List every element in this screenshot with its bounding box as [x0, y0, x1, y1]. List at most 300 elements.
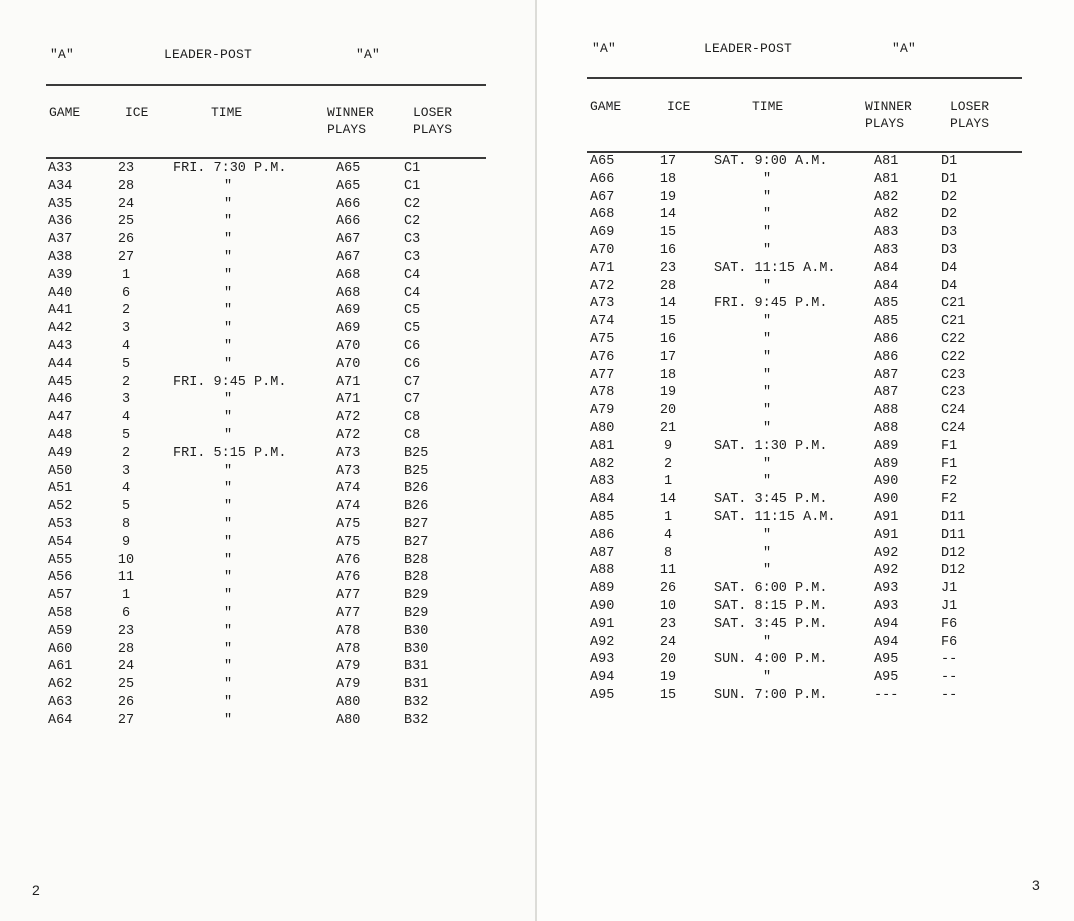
cell-ice: 2 — [121, 303, 131, 319]
table-row — [0, 338, 535, 356]
cell-ice: 14 — [659, 492, 677, 508]
cell-ice: 1 — [663, 474, 673, 490]
table-row — [537, 171, 1074, 189]
cell-game: A95 — [590, 688, 615, 703]
cell-time: " — [762, 527, 772, 543]
cell-winner: A66 — [336, 196, 361, 212]
col-time-header: TIME — [752, 99, 784, 114]
cell-ice: 1 — [121, 267, 131, 283]
header-title: LEADER-POST — [164, 47, 253, 62]
cell-game: A89 — [590, 581, 615, 597]
cell-game: A94 — [590, 670, 615, 686]
table-row — [537, 527, 1074, 545]
cell-winner: A66 — [336, 214, 361, 230]
cell-loser: F6 — [941, 616, 958, 632]
cell-ice: 28 — [117, 641, 135, 657]
cell-winner: A80 — [336, 695, 361, 710]
cell-time: " — [223, 659, 233, 675]
col-time-header: TIME — [211, 105, 243, 120]
cell-ice: 4 — [663, 527, 673, 543]
cell-game: A51 — [48, 481, 73, 497]
cell-time: " — [223, 606, 233, 621]
cell-loser: D2 — [941, 189, 958, 205]
cell-ice: 21 — [659, 421, 677, 436]
cell-game: A47 — [48, 410, 73, 426]
cell-winner: A69 — [336, 321, 361, 337]
cell-game: A48 — [48, 428, 73, 443]
cell-loser: C1 — [404, 178, 421, 194]
cell-game: A45 — [48, 374, 73, 390]
cell-loser: C7 — [404, 374, 421, 390]
cell-winner: A65 — [336, 178, 361, 194]
cell-game: A87 — [590, 545, 615, 561]
cell-time: " — [223, 356, 233, 372]
cell-loser: C2 — [404, 214, 421, 230]
cell-game: A90 — [590, 599, 615, 614]
table-row — [0, 213, 535, 231]
cell-time: " — [223, 534, 233, 550]
cell-ice: 11 — [659, 563, 677, 579]
header-right-tag: "A" — [356, 47, 381, 62]
cell-winner: A95 — [874, 652, 899, 668]
cell-winner: A70 — [336, 356, 361, 372]
col-ice-header: ICE — [667, 99, 691, 114]
cell-game: A85 — [590, 510, 615, 525]
table-row — [0, 445, 535, 463]
table-row — [537, 580, 1074, 598]
cell-loser: B27 — [404, 534, 429, 550]
cell-winner: A65 — [336, 161, 361, 176]
cell-loser: C23 — [941, 385, 966, 401]
cell-loser: C24 — [941, 403, 966, 419]
table-row — [0, 623, 535, 641]
cell-loser: C4 — [404, 267, 421, 283]
cell-ice: 24 — [659, 634, 677, 650]
cell-ice: 19 — [659, 385, 677, 401]
table-row — [0, 409, 535, 427]
table-row — [537, 313, 1074, 331]
cell-winner: A89 — [874, 438, 899, 454]
cell-ice: 17 — [659, 154, 677, 169]
column-rule — [46, 157, 486, 159]
table-row — [0, 516, 535, 534]
cell-ice: 27 — [117, 250, 135, 265]
cell-game: A66 — [590, 171, 615, 187]
cell-game: A86 — [590, 527, 615, 543]
cell-time: " — [223, 695, 233, 710]
cell-time: " — [223, 267, 233, 283]
cell-time: FRI. 7:30 P.M. — [173, 161, 287, 176]
cell-time: " — [223, 196, 233, 212]
cell-ice: 5 — [121, 356, 131, 372]
cell-game: A92 — [590, 634, 615, 650]
cell-game: A44 — [48, 356, 73, 372]
cell-winner: A67 — [336, 232, 361, 248]
cell-game: A83 — [590, 474, 615, 490]
cell-loser: C8 — [404, 410, 421, 426]
cell-loser: B30 — [404, 641, 429, 657]
table-row — [537, 331, 1074, 349]
cell-winner: A86 — [874, 349, 899, 365]
cell-game: A73 — [590, 296, 615, 312]
cell-loser: B26 — [404, 499, 429, 515]
table-row — [0, 480, 535, 498]
cell-time: " — [762, 349, 772, 365]
cell-game: A74 — [590, 314, 615, 330]
cell-time: " — [223, 677, 233, 693]
cell-loser: C22 — [941, 349, 966, 365]
cell-game: A59 — [48, 623, 73, 639]
table-row — [0, 178, 535, 196]
cell-time: " — [223, 232, 233, 248]
col-game-header: GAME — [590, 99, 622, 114]
cell-loser: F1 — [941, 438, 958, 454]
cell-time: SAT. 3:45 P.M. — [714, 492, 828, 508]
cell-time: " — [762, 474, 772, 490]
cell-loser: B32 — [404, 712, 429, 728]
cell-time: " — [223, 339, 233, 354]
table-row — [0, 249, 535, 267]
cell-game: A91 — [590, 616, 615, 632]
cell-game: A34 — [48, 178, 73, 194]
cell-ice: 20 — [659, 403, 677, 419]
cell-ice: 28 — [117, 178, 135, 194]
cell-time: " — [762, 171, 772, 187]
cell-ice: 14 — [659, 207, 677, 223]
cell-game: A46 — [48, 392, 73, 408]
cell-winner: A94 — [874, 634, 899, 650]
cell-loser: D2 — [941, 207, 958, 223]
cell-loser: B28 — [404, 552, 429, 568]
table-row — [537, 153, 1074, 171]
cell-time: " — [762, 385, 772, 401]
cell-time: " — [223, 712, 233, 728]
cell-ice: 10 — [117, 552, 135, 568]
cell-ice: 3 — [121, 463, 131, 479]
cell-game: A55 — [48, 552, 73, 568]
table-row — [0, 356, 535, 374]
table-row — [537, 349, 1074, 367]
cell-game: A69 — [590, 225, 615, 241]
cell-ice: 23 — [659, 616, 677, 632]
col-ice-header: ICE — [125, 105, 149, 120]
cell-loser: J1 — [941, 599, 958, 614]
cell-game: A78 — [590, 385, 615, 401]
cell-loser: C3 — [404, 250, 421, 265]
cell-loser: F2 — [941, 474, 958, 490]
cell-game: A77 — [590, 367, 615, 383]
cell-winner: A95 — [874, 670, 899, 686]
cell-ice: 10 — [659, 599, 677, 614]
cell-loser: B32 — [404, 695, 429, 710]
cell-game: A52 — [48, 499, 73, 515]
cell-loser: D4 — [941, 260, 958, 276]
cell-loser: C4 — [404, 285, 421, 301]
cell-winner: A74 — [336, 499, 361, 515]
cell-winner: A82 — [874, 189, 899, 205]
table-row — [537, 509, 1074, 527]
cell-loser: D3 — [941, 243, 958, 258]
cell-loser: B29 — [404, 606, 429, 621]
cell-loser: -- — [941, 652, 958, 668]
cell-game: A62 — [48, 677, 73, 693]
table-row — [0, 267, 535, 285]
cell-winner: A87 — [874, 367, 899, 383]
table-row — [537, 473, 1074, 491]
cell-ice: 4 — [121, 410, 131, 426]
cell-loser: C1 — [404, 161, 421, 176]
cell-game: A58 — [48, 606, 73, 621]
cell-ice: 9 — [121, 534, 131, 550]
cell-winner: A71 — [336, 392, 361, 408]
cell-time: FRI. 5:15 P.M. — [173, 445, 287, 461]
cell-winner: A92 — [874, 545, 899, 561]
cell-winner: A79 — [336, 659, 361, 675]
cell-winner: A75 — [336, 534, 361, 550]
cell-loser: D3 — [941, 225, 958, 241]
cell-ice: 6 — [121, 606, 131, 621]
table-row — [0, 196, 535, 214]
cell-game: A63 — [48, 695, 73, 710]
cell-loser: C6 — [404, 339, 421, 354]
table-row — [537, 491, 1074, 509]
table-row — [537, 687, 1074, 705]
cell-game: A38 — [48, 250, 73, 265]
cell-time: SAT. 8:15 P.M. — [714, 599, 828, 614]
cell-loser: B27 — [404, 517, 429, 532]
cell-winner: A88 — [874, 403, 899, 419]
cell-time: SAT. 9:00 A.M. — [714, 154, 828, 169]
table-row — [537, 402, 1074, 420]
cell-game: A84 — [590, 492, 615, 508]
cell-time: " — [223, 285, 233, 301]
cell-loser: F2 — [941, 492, 958, 508]
cell-game: A41 — [48, 303, 73, 319]
cell-ice: 24 — [117, 659, 135, 675]
cell-winner: A89 — [874, 456, 899, 472]
cell-ice: 6 — [121, 285, 131, 301]
cell-time: " — [762, 421, 772, 436]
cell-ice: 16 — [659, 243, 677, 258]
cell-ice: 18 — [659, 171, 677, 187]
cell-game: A33 — [48, 161, 73, 176]
cell-game: A79 — [590, 403, 615, 419]
table-row — [537, 367, 1074, 385]
cell-winner: A78 — [336, 641, 361, 657]
cell-winner: A73 — [336, 463, 361, 479]
cell-ice: 19 — [659, 670, 677, 686]
cell-ice: 18 — [659, 367, 677, 383]
cell-loser: B29 — [404, 588, 429, 604]
table-row — [537, 384, 1074, 402]
cell-ice: 1 — [121, 588, 131, 604]
cell-time: SAT. 3:45 P.M. — [714, 616, 828, 632]
cell-winner: --- — [874, 688, 899, 703]
cell-time: " — [762, 314, 772, 330]
cell-game: A71 — [590, 260, 615, 276]
cell-game: A81 — [590, 438, 615, 454]
cell-game: A53 — [48, 517, 73, 532]
cell-loser: D11 — [941, 527, 966, 543]
cell-loser: C8 — [404, 428, 421, 443]
cell-game: A68 — [590, 207, 615, 223]
cell-time: " — [762, 332, 772, 347]
cell-time: " — [223, 552, 233, 568]
cell-ice: 23 — [117, 161, 135, 176]
cell-winner: A75 — [336, 517, 361, 532]
table-row — [0, 160, 535, 178]
cell-winner: A76 — [336, 570, 361, 586]
cell-loser: D11 — [941, 510, 966, 525]
table-row — [0, 587, 535, 605]
cell-game: A56 — [48, 570, 73, 586]
cell-ice: 23 — [117, 623, 135, 639]
table-row — [537, 634, 1074, 652]
cell-time: " — [223, 178, 233, 194]
col-loser-header: LOSER PLAYS — [413, 105, 453, 137]
table-row — [0, 231, 535, 249]
cell-game: A82 — [590, 456, 615, 472]
cell-time: SAT. 11:15 A.M. — [714, 260, 836, 276]
cell-ice: 15 — [659, 314, 677, 330]
cell-ice: 3 — [121, 321, 131, 337]
header-left-tag: "A" — [592, 41, 617, 56]
cell-winner: A91 — [874, 527, 899, 543]
cell-loser: C2 — [404, 196, 421, 212]
cell-ice: 2 — [121, 445, 131, 461]
cell-ice: 15 — [659, 688, 677, 703]
cell-winner: A90 — [874, 492, 899, 508]
table-row — [0, 320, 535, 338]
cell-game: A54 — [48, 534, 73, 550]
header-rule — [587, 77, 1022, 79]
cell-time: " — [223, 214, 233, 230]
cell-ice: 26 — [117, 695, 135, 710]
table-row — [0, 641, 535, 659]
cell-time: " — [762, 243, 772, 258]
cell-loser: D12 — [941, 545, 966, 561]
cell-time: " — [223, 410, 233, 426]
cell-time: " — [762, 563, 772, 579]
header-left-tag: "A" — [50, 47, 75, 62]
table-row — [537, 242, 1074, 260]
cell-game: A36 — [48, 214, 73, 230]
table-row — [537, 278, 1074, 296]
cell-ice: 1 — [663, 510, 673, 525]
table-row — [0, 552, 535, 570]
cell-time: SAT. 1:30 P.M. — [714, 438, 828, 454]
cell-game: A75 — [590, 332, 615, 347]
cell-time: " — [223, 588, 233, 604]
cell-loser: C24 — [941, 421, 966, 436]
cell-ice: 15 — [659, 225, 677, 241]
cell-time: " — [223, 428, 233, 443]
cell-game: A43 — [48, 339, 73, 354]
cell-loser: B25 — [404, 463, 429, 479]
cell-ice: 8 — [663, 545, 673, 561]
cell-winner: A83 — [874, 243, 899, 258]
cell-ice: 16 — [659, 332, 677, 347]
cell-game: A35 — [48, 196, 73, 212]
cell-winner: A79 — [336, 677, 361, 693]
table-row — [0, 534, 535, 552]
page-number: 2 — [32, 882, 40, 898]
cell-winner: A68 — [336, 267, 361, 283]
cell-loser: C23 — [941, 367, 966, 383]
cell-loser: F6 — [941, 634, 958, 650]
cell-time: " — [223, 250, 233, 265]
cell-ice: 9 — [663, 438, 673, 454]
col-game-header: GAME — [49, 105, 81, 120]
cell-winner: A90 — [874, 474, 899, 490]
cell-winner: A85 — [874, 314, 899, 330]
table-row — [537, 189, 1074, 207]
cell-loser: C5 — [404, 321, 421, 337]
cell-game: A67 — [590, 189, 615, 205]
header-title: LEADER-POST — [704, 41, 793, 56]
cell-winner: A83 — [874, 225, 899, 241]
cell-loser: -- — [941, 670, 958, 686]
cell-ice: 2 — [121, 374, 131, 390]
table-row — [0, 374, 535, 392]
cell-ice: 3 — [121, 392, 131, 408]
table-row — [537, 206, 1074, 224]
cell-ice: 2 — [663, 456, 673, 472]
cell-game: A37 — [48, 232, 73, 248]
cell-time: " — [223, 517, 233, 532]
cell-winner: A67 — [336, 250, 361, 265]
cell-loser: B26 — [404, 481, 429, 497]
cell-loser: D1 — [941, 171, 958, 187]
cell-time: " — [762, 670, 772, 686]
table-row — [537, 295, 1074, 313]
table-row — [537, 598, 1074, 616]
cell-winner: A74 — [336, 481, 361, 497]
cell-loser: -- — [941, 688, 958, 703]
cell-winner: A88 — [874, 421, 899, 436]
cell-ice: 4 — [121, 481, 131, 497]
table-row — [537, 420, 1074, 438]
cell-winner: A72 — [336, 428, 361, 443]
cell-winner: A68 — [336, 285, 361, 301]
cell-loser: B30 — [404, 623, 429, 639]
table-row — [537, 616, 1074, 634]
col-winner-header: WINNER PLAYS — [865, 99, 912, 131]
cell-winner: A76 — [336, 552, 361, 568]
table-row — [537, 438, 1074, 456]
cell-winner: A80 — [336, 712, 361, 728]
cell-loser: B31 — [404, 659, 429, 675]
cell-winner: A85 — [874, 296, 899, 312]
cell-time: " — [223, 481, 233, 497]
table-row — [537, 456, 1074, 474]
table-row — [537, 224, 1074, 242]
cell-winner: A82 — [874, 207, 899, 223]
cell-loser: C22 — [941, 332, 966, 347]
cell-game: A88 — [590, 563, 615, 579]
cell-game: A42 — [48, 321, 73, 337]
cell-ice: 27 — [117, 712, 135, 728]
cell-loser: D12 — [941, 563, 966, 579]
cell-time: " — [223, 463, 233, 479]
cell-time: " — [223, 303, 233, 319]
cell-game: A70 — [590, 243, 615, 258]
cell-time: SAT. 11:15 A.M. — [714, 510, 836, 525]
cell-game: A57 — [48, 588, 73, 604]
col-loser-header: LOSER PLAYS — [950, 99, 990, 131]
cell-winner: A94 — [874, 616, 899, 632]
cell-time: " — [223, 499, 233, 515]
